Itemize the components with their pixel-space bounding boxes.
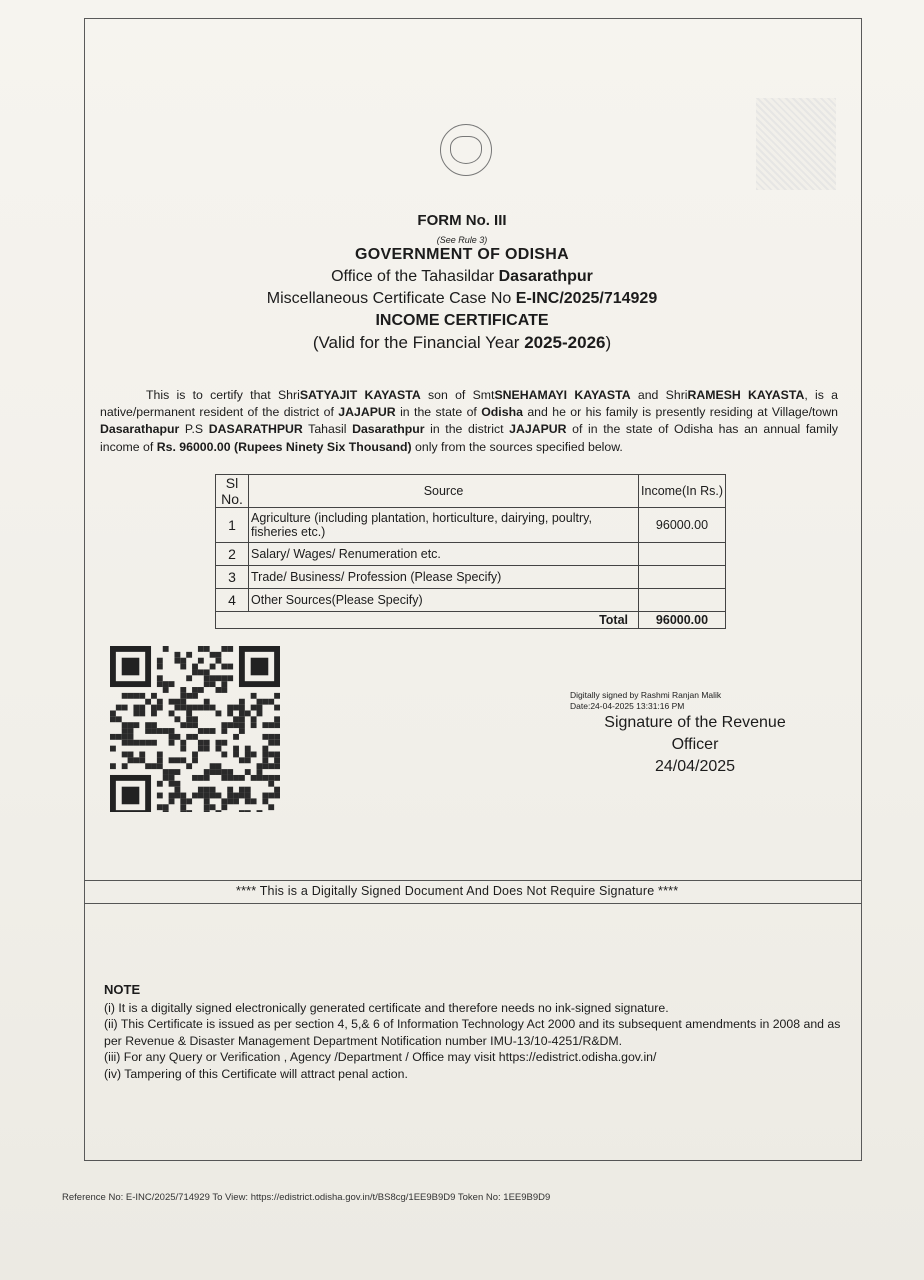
notes-heading: NOTE <box>104 982 141 997</box>
row-income <box>639 589 726 612</box>
government-title: GOVERNMENT OF ODISHA <box>354 246 569 263</box>
divider <box>84 880 862 881</box>
office-name: Dasarathpur <box>498 268 593 285</box>
signature-date: 24/04/2025 <box>654 758 736 775</box>
text-p11: only from the sources specified below. <box>411 439 623 454</box>
text-p7: P.S <box>179 422 209 437</box>
case-number: E-INC/2025/714929 <box>515 290 658 307</box>
table-row <box>216 543 726 566</box>
divider <box>84 903 862 904</box>
text-p4: , is a native/permanent resident of the district of <box>100 388 838 420</box>
divider <box>84 1160 862 1161</box>
row-source: Agriculture (including plantation, horticulture, dairying, poultry, fisheries etc.) <box>249 508 639 543</box>
faded-stamp <box>756 98 836 190</box>
col-sl: Sl No. <box>216 475 249 508</box>
valid-suffix: ) <box>605 333 612 352</box>
note-item: (iv) Tampering of this Certificate will attract penal action. <box>104 1066 408 1081</box>
mother-name: SNEHAMAYI KAYASTA <box>494 388 631 402</box>
district-2: JAJAPUR <box>509 422 567 437</box>
row-sl: 3 <box>216 566 249 589</box>
text-p1: This is to certify that Shri <box>146 388 300 402</box>
row-source: Trade/ Business/ Profession (Please Specify) <box>249 566 639 589</box>
office-prefix: Office of the Tahasildar <box>331 268 499 285</box>
table-total-row <box>216 612 726 629</box>
row-income: 96000.00 <box>639 508 726 543</box>
note-item: (i) It is a digitally signed electronically generated certificate and therefore needs no ink-signed signature. <box>104 1000 669 1015</box>
row-income <box>639 566 726 589</box>
state: Odisha <box>481 405 523 420</box>
validity-line <box>0 333 924 353</box>
text-p3: and Shri <box>630 388 688 402</box>
village: Dasarathapur <box>100 422 180 437</box>
notes-section <box>104 982 849 1082</box>
case-line <box>0 290 924 308</box>
signed-date: Date:24-04-2025 13:31:16 PM <box>570 701 685 711</box>
district: JAJAPUR <box>338 405 396 420</box>
total-value: 96000.00 <box>639 612 726 629</box>
digital-notice: **** This is a Digitally Signed Document And Does Not Require Signature **** <box>236 884 679 898</box>
signature-title-2: Officer <box>671 736 719 753</box>
total-label: Total <box>216 612 639 629</box>
tahasil: Dasarathpur <box>352 422 425 437</box>
text-p8: Tahasil <box>302 422 353 437</box>
signature-title: Signature of the Revenue <box>604 714 786 731</box>
table-row <box>216 589 726 612</box>
income-source-table <box>215 474 726 629</box>
text-p10: of in the state of Odisha has an annual family income of <box>100 422 839 454</box>
table-row <box>216 566 726 589</box>
office-line <box>0 268 924 286</box>
note-item: (ii) This Certificate is issued as per section 4, 5,& 6 of Information Technology Act 2000 and its subsequent amendments in 2008 and as per Revenue & Disaster Management Department Notification number IMU-13/10-4251/R&DM. <box>104 1017 841 1048</box>
row-sl: 1 <box>216 508 249 543</box>
row-sl: 4 <box>216 589 249 612</box>
case-prefix: Miscellaneous Certificate Case No <box>266 290 516 307</box>
valid-prefix: (Valid for the Financial Year <box>312 333 525 352</box>
text-p2: son of Smt <box>420 388 495 402</box>
odisha-emblem-icon <box>440 124 492 176</box>
valid-year: 2025-2026 <box>524 333 606 352</box>
text-p9: in the district <box>424 422 510 437</box>
row-income <box>639 543 726 566</box>
father-name: RAMESH KAYASTA <box>687 388 805 402</box>
text-p6: and he or his family is presently residing at Village/town <box>522 405 838 420</box>
police-station: DASARATHPUR <box>208 422 303 437</box>
signed-by: Digitally signed by Rashmi Ranjan Malik <box>570 690 722 700</box>
applicant-name: SATYAJIT KAYASTA <box>299 388 421 402</box>
row-source: Salary/ Wages/ Renumeration etc. <box>249 543 639 566</box>
col-income: Income(In Rs.) <box>639 475 726 508</box>
qr-code <box>110 646 280 812</box>
income-amount: Rs. 96000.00 (Rupees Ninety Six Thousand) <box>156 439 412 454</box>
digital-signature-info <box>570 690 721 712</box>
row-source: Other Sources(Please Specify) <box>249 589 639 612</box>
row-sl: 2 <box>216 543 249 566</box>
certificate-title: INCOME CERTIFICATE <box>375 312 549 329</box>
table-header-row <box>216 475 726 508</box>
note-item: (iii) For any Query or Verification , Agency /Department / Office may visit https://edistrict.odisha.gov.in/ <box>104 1050 657 1064</box>
form-number: FORM No. III <box>417 212 507 229</box>
col-source: Source <box>249 475 639 508</box>
text-p5: in the state of <box>395 405 482 420</box>
certificate-paragraph <box>100 387 838 456</box>
reference-footer: Reference No: E-INC/2025/714929 To View: https://edistrict.odisha.gov.in/t/BS8cg/1EE9B9D9 Token No: 1EE9B9D9 <box>62 1192 551 1203</box>
table-row <box>216 508 726 543</box>
see-rule: (See Rule 3) <box>436 235 488 245</box>
